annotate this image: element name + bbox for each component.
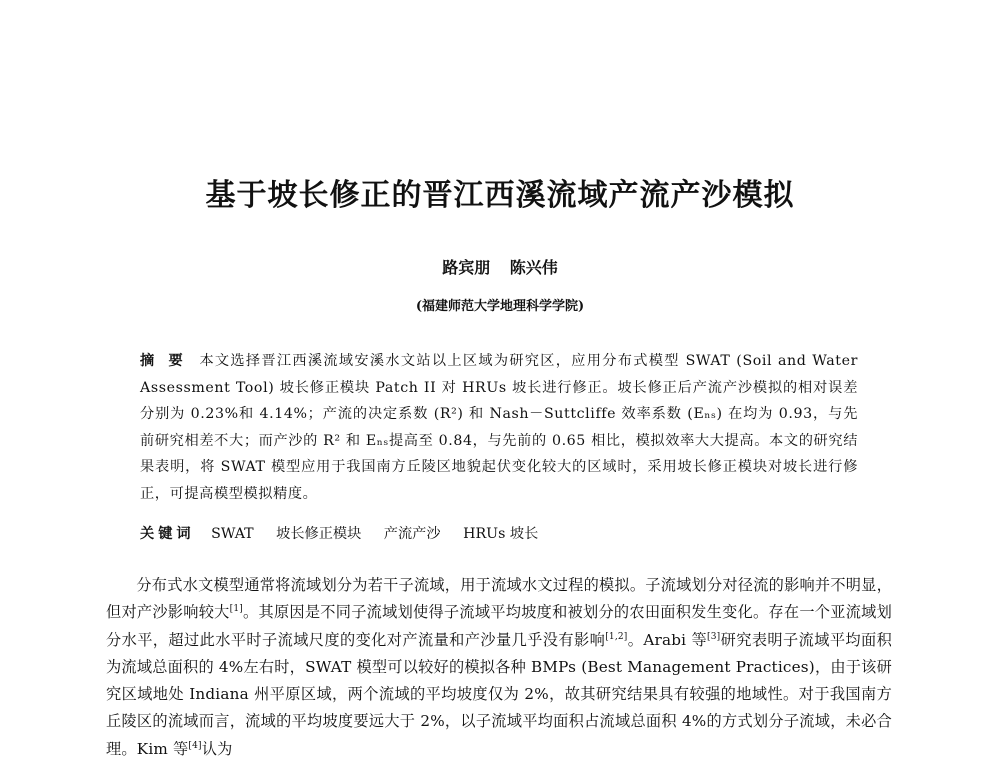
abstract-label: 摘 要 [140,353,188,369]
affiliation: (福建师范大学地理科学学院) [415,299,585,314]
body-text [106,572,892,763]
citation: [1,2] [605,631,628,642]
text-run: 。Arabi 等 [627,630,708,649]
author-list: 路宾朋 陈兴伟 [442,258,558,277]
text-run: 分布式水文模型通常将流域划分为若干子流域，用于流域水文过程的模拟。子流域划分对径流的影响并不明显，但对产沙影响较大 [106,576,892,622]
abstract-text: 本文选择晋江西溪流域安溪水文站以上区域为研究区，应用分布式模型 SWAT (Soil and Water Assessment Tool) 坡长修正模块 Patch II 对 HRUs 坡长进行修正。坡长修正后产流产沙模拟的相对误差分别为 0.23%和 4.14%；产流的决定系数 (R²) 和 Nash－Suttcliffe 效率系数 (Eₙₛ) 在均为 0.93，与先前研究相差不大；而产沙的 R² 和 Eₙₛ提高至 0.84，与先前的 0.65 相比，模拟效率大大提高。本文的研究结果表明，将 SWAT 模型应用于我国南方丘陵区地貌起伏变化较大的区域时，采用坡长修正模块对坡长进行修正，可提高模型模拟精度。 [140,353,858,502]
body-paragraph [106,572,892,763]
paper-title: 基于坡长修正的晋江西溪流域产流产沙模拟 [205,178,795,213]
text-run: 。其原因是不同子流域划使得子流域平均坡度和被划分的农田面积发生变化。存在一个亚流域划分水平，超过此水平时子流域尺度的变化对产流量和产沙量几乎没有影响 [106,603,892,649]
text-run: 认为 [201,739,233,758]
citation: [1] [229,604,243,615]
keyword: SWAT [211,526,254,542]
keyword: HRUs 坡长 [463,526,539,542]
citation: [4] [188,740,202,751]
keyword: 坡长修正模块 [276,526,362,542]
keyword: 产流产沙 [383,526,441,542]
keywords [140,521,858,548]
text-run: 研究表明子流域平均面积为流域总面积的 4%左右时，SWAT 模型可以较好的模拟各种 BMPs (Best Management Practices)，由于该研究区域地处 Indiana 州平原区域，两个流域的平均坡度仅为 2%，故其研究结果具有较强的地域性。对于我国南方丘陵区的流域而言，流域的平均坡度要远大于 2%，以子流域平均面积占流域总面积 4%的方式划分子流域，未必合理。Kim 等 [106,630,892,758]
abstract [140,348,858,507]
citation: [3] [707,631,721,642]
keywords-label: 关键词 [140,526,195,542]
